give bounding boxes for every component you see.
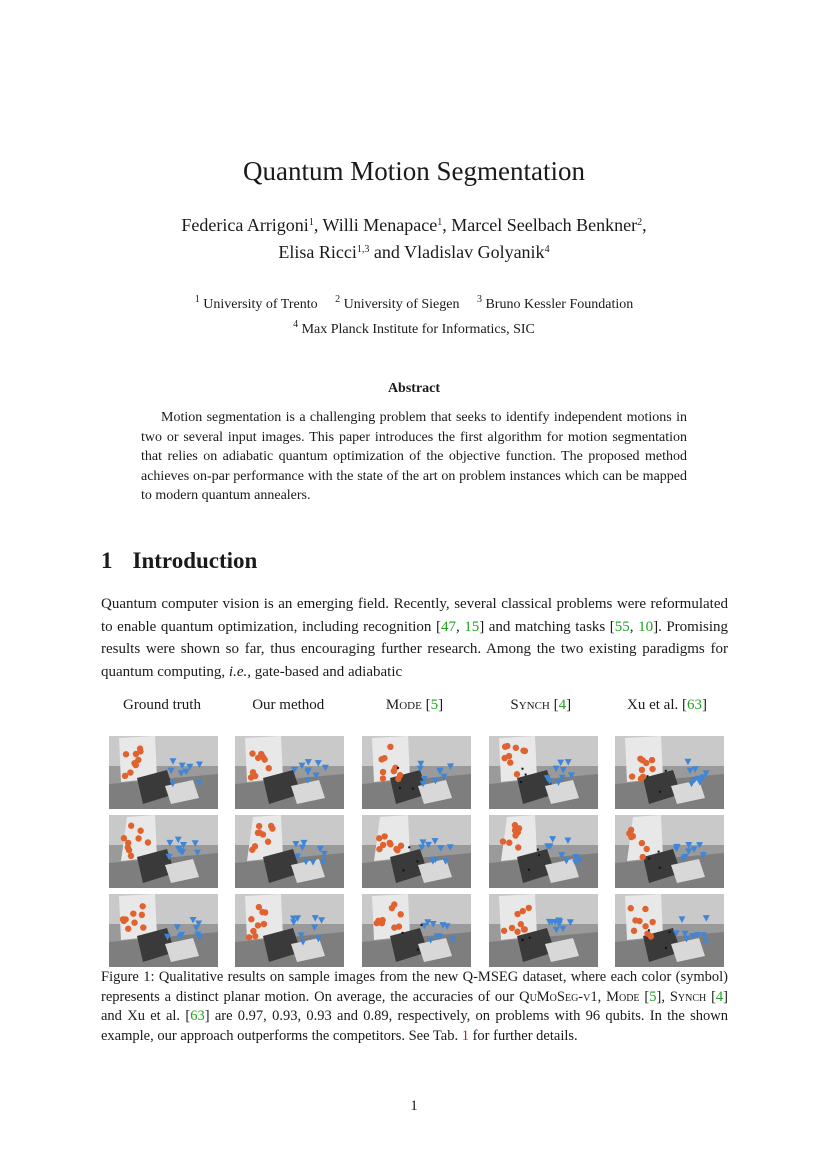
affiliation-line-2 <box>0 317 828 342</box>
section-heading <box>101 548 257 574</box>
column-header-ground-truth: Ground truth <box>123 697 201 713</box>
segmentation-thumbnail <box>109 736 218 809</box>
figure-1 <box>101 697 728 952</box>
segmentation-thumbnail <box>235 894 344 967</box>
author-sep: , <box>642 215 647 235</box>
figure-column-headers <box>101 697 728 714</box>
author-name: Vladislav Golyanik <box>404 242 545 262</box>
segmentation-thumbnail <box>235 736 344 809</box>
segmentation-thumbnail <box>615 894 724 967</box>
segmentation-thumbnail <box>362 815 471 888</box>
citation-link[interactable]: 4 <box>558 697 567 713</box>
affiliation: $^1$ University of Trento <box>194 294 318 312</box>
segmentation-thumbnail <box>489 815 598 888</box>
author-line-1 <box>0 212 828 239</box>
column-header-our-method: Our method <box>252 697 325 713</box>
abstract-text: Motion segmentation is a challenging problem that seeks to identify independent motions in two or several input images. This paper introduces the first algorithm for motion segmentation that relies on adiabatic quantum optimization of the objective function. The proposed method achieves on-par performance with the state of the art on problem instances which can be mapped to modern quantum annealers. <box>141 410 687 503</box>
segmentation-thumbnail <box>235 815 344 888</box>
paper-title: Quantum Motion Segmentation <box>243 156 585 186</box>
section-number: 1 <box>101 548 113 573</box>
author-list <box>0 212 828 266</box>
author-name: Willi Menapace <box>322 215 438 235</box>
segmentation-thumbnail <box>109 815 218 888</box>
author-name: Elisa Ricci <box>278 242 357 262</box>
author-sep: , <box>442 215 452 235</box>
author-name: Federica Arrigoni <box>181 215 309 235</box>
author-name: Marcel Seelbach Benkner <box>451 215 638 235</box>
segmentation-thumbnail <box>489 736 598 809</box>
segmentation-thumbnail <box>362 894 471 967</box>
figure-image-grid <box>101 720 728 952</box>
column-header-xu: Xu et al. [63] <box>627 697 707 713</box>
citation-link[interactable]: 55 <box>614 618 630 635</box>
affiliation-line-1 <box>0 292 828 317</box>
affiliation: $^2$ University of Siegen <box>335 294 460 312</box>
author-sep: , <box>313 215 323 235</box>
author-affil-sup: 1 <box>437 217 443 228</box>
citation-link[interactable]: 10 <box>638 618 654 635</box>
figure-caption: Figure 1: Qualitative results on sample images from the new Q-MSEG dataset, where each color (symbol) represents a distinct planar motion. On average, the accuracies of our QuMoSeg-v1, Mode [5], Synch [4] and Xu et al. [63] are 0.97, 0.93, 0.93 and 0.89, respectively, on problems with 96 qubits. In the shown example, our approach outperforms the competitors. See Tab. 1 for further details. <box>101 969 728 1044</box>
affiliation: $^3$ Bruno Kessler Foundation <box>476 294 634 312</box>
author-affil-sup: 4 <box>544 244 550 255</box>
page-number: 1 <box>410 1098 418 1114</box>
abstract-heading: Abstract <box>387 381 441 396</box>
citation-link[interactable]: 63 <box>190 1008 205 1024</box>
column-header-synch: Synch [4] <box>510 697 572 713</box>
table-ref-link[interactable]: 1 <box>461 1027 469 1044</box>
segmentation-thumbnail <box>615 736 724 809</box>
author-affil-sup: 1,3 <box>356 244 370 255</box>
affiliations <box>0 292 828 342</box>
section-title: Introduction <box>132 548 258 573</box>
author-line-2 <box>0 239 828 266</box>
citation-link[interactable]: 4 <box>715 988 724 1005</box>
citation-link[interactable]: 47 <box>440 618 456 635</box>
segmentation-thumbnail <box>489 894 598 967</box>
affiliation: $^4$ Max Planck Institute for Informatics, SIC <box>293 319 535 337</box>
author-sep: and <box>369 242 405 262</box>
segmentation-thumbnail <box>109 894 218 967</box>
citation-link[interactable]: 5 <box>430 697 439 713</box>
segmentation-thumbnail <box>362 736 471 809</box>
intro-paragraph: Quantum computer vision is an emerging field. Recently, several classical problems were reformulated to enable quantum optimization, including recognition [47, 15] and matching tasks [55, 10]. Promising results were shown so far, thus encouraging further research. Among the two existing paradigms for quantum computing, i.e., gate-based and adiabatic <box>101 596 729 680</box>
citation-link[interactable]: 63 <box>686 697 702 713</box>
citation-link[interactable]: 5 <box>649 988 657 1005</box>
segmentation-thumbnail <box>615 815 724 888</box>
citation-link[interactable]: 15 <box>464 618 480 635</box>
column-header-mode: Mode [5] <box>385 697 444 713</box>
author-affil-sup: 2 <box>637 217 643 228</box>
author-affil-sup: 1 <box>308 217 314 228</box>
